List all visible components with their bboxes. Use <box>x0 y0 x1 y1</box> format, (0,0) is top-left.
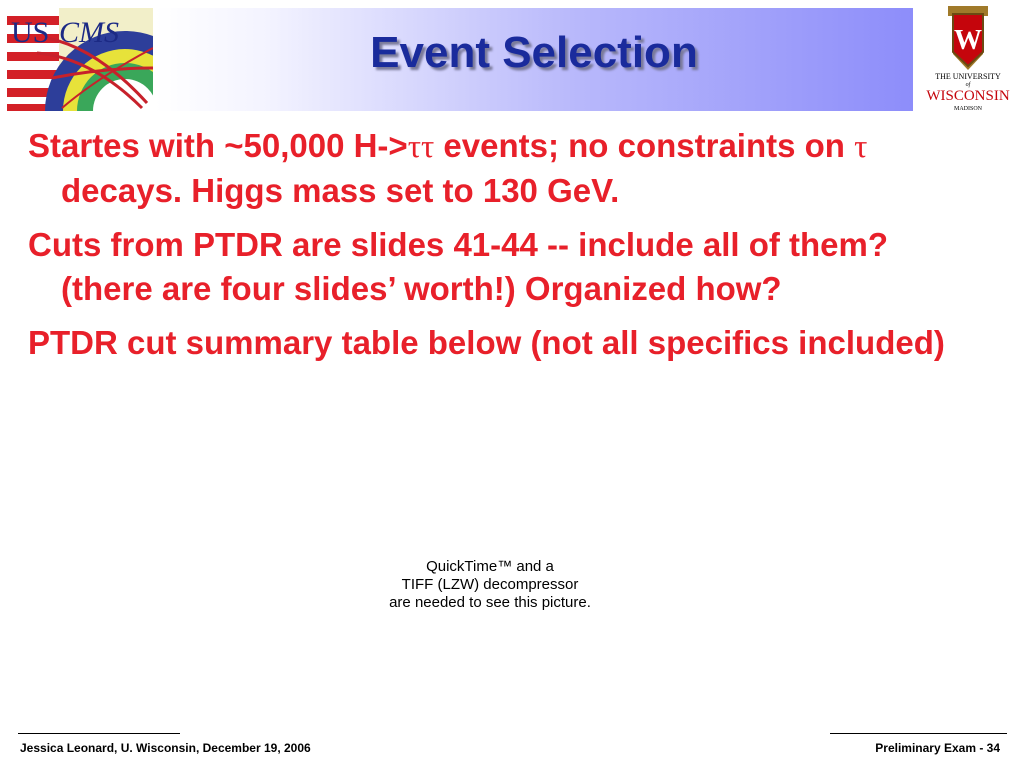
uscms-logo-us: US <box>11 16 50 49</box>
bullet-item: PTDR cut summary table below (not all specifics included) <box>28 324 945 361</box>
uw-crest-letter: W <box>954 25 982 56</box>
bullet-text: decays. Higgs mass set to 130 GeV. <box>61 172 620 209</box>
placeholder-line: TIFF (LZW) decompressor <box>401 576 579 593</box>
tau-symbol: τ <box>854 129 868 165</box>
footer-author: Jessica Leonard, U. Wisconsin, December 19, 2006 <box>20 741 311 755</box>
missing-image-placeholder <box>340 558 640 612</box>
placeholder-line: are needed to see this picture. <box>389 594 591 611</box>
tau-symbol: ττ <box>407 129 435 165</box>
bullet-text: Startes with ~50,000 H-> <box>28 127 408 164</box>
placeholder-line: QuickTime™ and a <box>426 558 554 575</box>
bullet-item <box>28 124 988 213</box>
uw-madison-logo <box>913 4 1023 112</box>
uscms-logo-cms: CMS <box>59 16 119 49</box>
footer-divider-left <box>18 733 180 734</box>
bullet-list <box>28 124 988 395</box>
bullet-item: Cuts from PTDR are slides 41-44 -- include all of them? (there are four slides’ worth!) Organized how? <box>28 226 889 307</box>
uw-logo-line1: THE UNIVERSITY <box>935 72 1001 81</box>
bullet-text: events; no constraints on <box>434 127 855 164</box>
page-title: Event Selection <box>370 28 698 77</box>
uscms-logo <box>7 8 153 111</box>
uw-logo-line4: MADISON <box>953 106 983 112</box>
footer-page-number: Preliminary Exam - 34 <box>875 741 1000 755</box>
footer-divider-right <box>830 733 1007 734</box>
uw-logo-line3: WISCONSIN <box>926 88 1010 104</box>
uw-logo-line2: of <box>965 82 971 88</box>
